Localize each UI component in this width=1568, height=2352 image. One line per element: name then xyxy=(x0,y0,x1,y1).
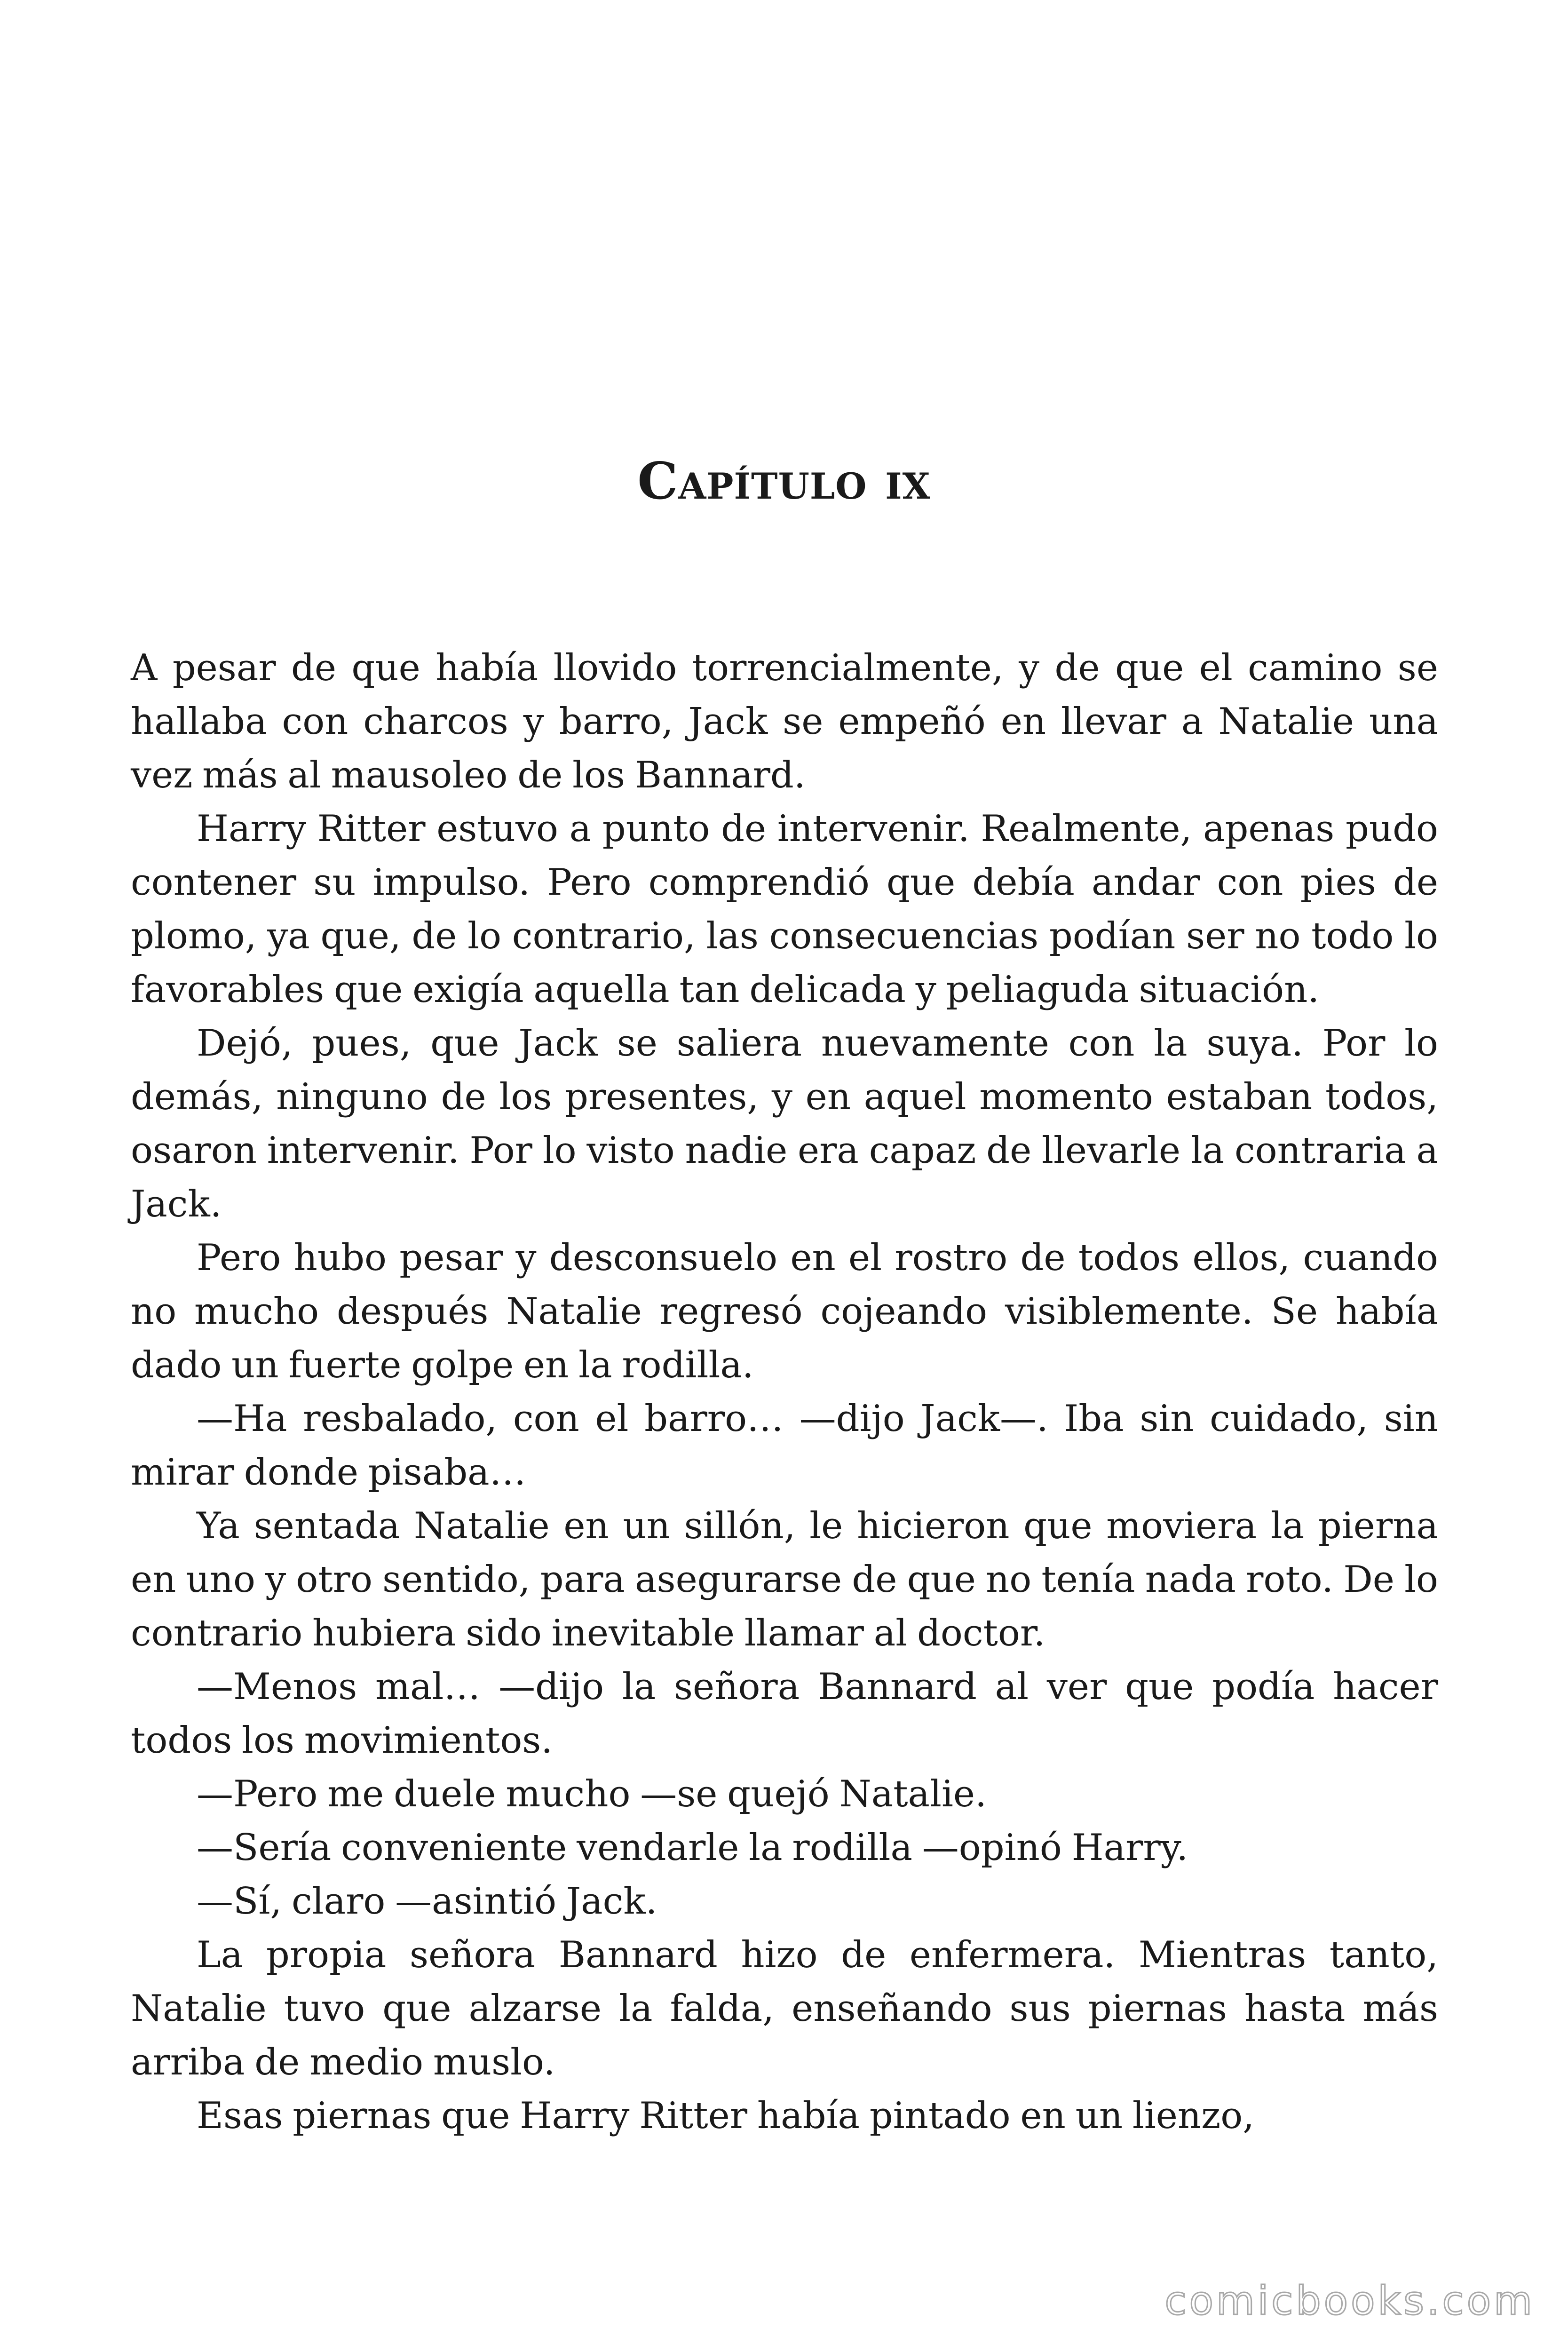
paragraph: Ya sentada Natalie en un sillón, le hicieron que moviera la pierna en uno y otro sentido, para asegurarse de que no tenía nada roto. De lo contrario hubiera sido inevitable llamar al doctor. xyxy=(131,1505,1438,1654)
paragraph: A pesar de que había llovido torrencialmente, y de que el camino se hallaba con charcos y barro, Jack se empeñó en llevar a Natalie una vez más al mausoleo de los Bannard. xyxy=(131,647,1438,796)
paragraph: Pero hubo pesar y desconsuelo en el rostro de todos ellos, cuando no mucho después Natalie regresó cojeando visiblemente. Se había dado un fuerte golpe en la rodilla. xyxy=(131,1237,1438,1386)
paragraph: Dejó, pues, que Jack se saliera nuevamente con la suya. Por lo demás, ninguno de los presentes, y en aquel momento estaban todos, osaron intervenir. Por lo visto nadie era capaz de llevarle la contraria a Jack. xyxy=(131,1022,1438,1225)
paragraph: —Ha resbalado, con el barro… —dijo Jack—. Iba sin cuidado, sin mirar donde pisaba… xyxy=(131,1398,1438,1494)
paragraph: Harry Ritter estuvo a punto de intervenir. Realmente, apenas pudo contener su impulso. Pero comprendió que debía andar con pies de plomo, ya que, de lo contrario, las consecuencias podían ser no todo lo favorables que exigía aquella tan delicada y peliaguda situación. xyxy=(131,808,1438,1011)
paragraph: Esas piernas que Harry Ritter había pintado en un lienzo, xyxy=(197,2095,1255,2137)
paragraph: La propia señora Bannard hizo de enfermera. Mientras tanto, Natalie tuvo que alzarse la falda, enseñando sus piernas hasta más arriba de medio muslo. xyxy=(131,1934,1438,2083)
chapter-title: Capítulo ix xyxy=(637,452,931,511)
paragraph: —Sería conveniente vendarle la rodilla —opinó Harry. xyxy=(197,1827,1188,1869)
watermark: comicbooks.com xyxy=(1164,2278,1535,2324)
paragraph: —Pero me duele mucho —se quejó Natalie. xyxy=(197,1773,987,1815)
chapter-body xyxy=(131,641,1438,2143)
paragraph: —Sí, claro —asintió Jack. xyxy=(197,1880,657,1923)
paragraph: —Menos mal… —dijo la señora Bannard al ver que podía hacer todos los movimientos. xyxy=(131,1666,1438,1762)
